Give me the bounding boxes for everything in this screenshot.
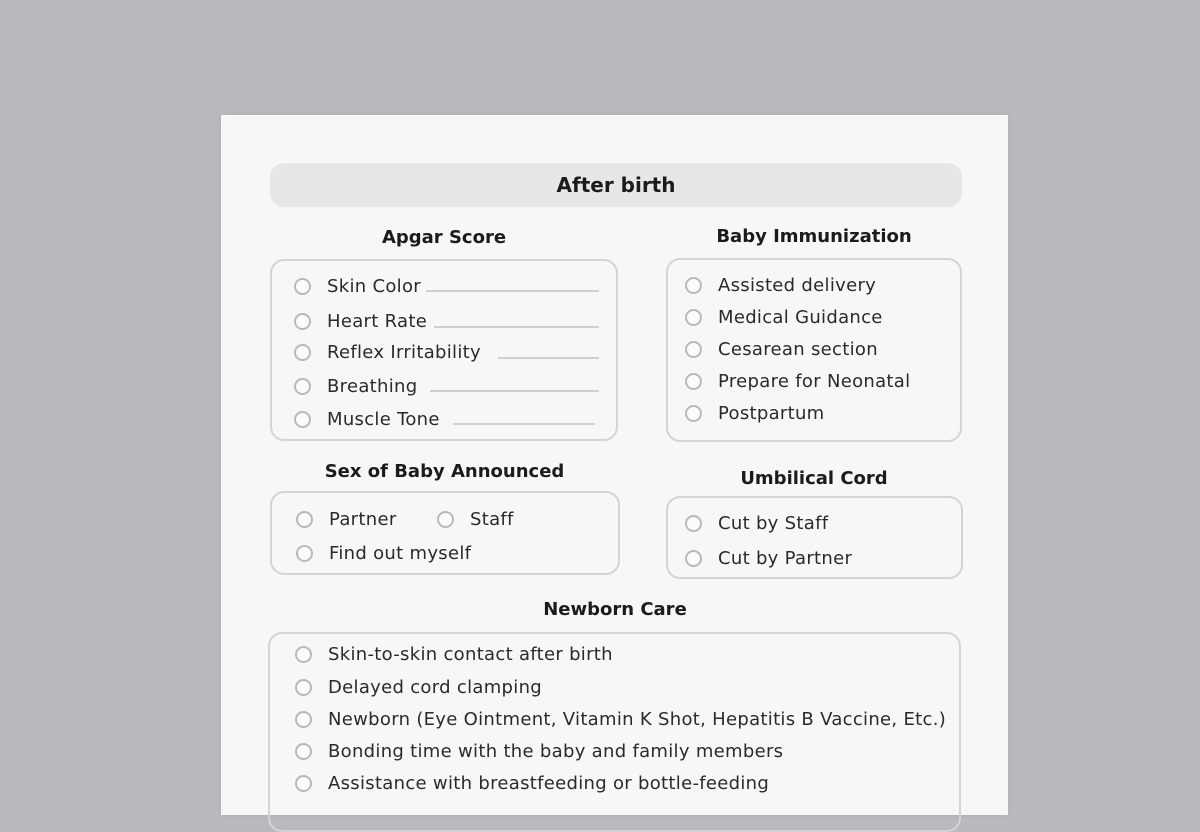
option-label: Assistance with breastfeeding or bottle-feeding <box>328 773 770 794</box>
immunization-box <box>666 258 962 442</box>
option-label: Heart Rate <box>327 311 428 332</box>
option-label: Breathing <box>327 376 418 397</box>
radio-button[interactable] <box>295 679 312 696</box>
radio-button[interactable] <box>685 277 702 294</box>
cord-item-cut-by-staff[interactable] <box>685 513 828 534</box>
radio-button[interactable] <box>294 378 311 395</box>
option-label: Bonding time with the baby and family members <box>328 741 784 762</box>
sex-item-partner[interactable] <box>296 509 397 530</box>
answer-line[interactable] <box>434 326 599 328</box>
answer-line[interactable] <box>426 290 599 292</box>
radio-button[interactable] <box>295 775 312 792</box>
sex-box <box>270 491 620 575</box>
radio-button[interactable] <box>294 278 311 295</box>
option-label: Cut by Staff <box>718 513 829 534</box>
option-label: Partner <box>329 509 397 530</box>
radio-button[interactable] <box>296 511 313 528</box>
sex-item-find-out-myself[interactable] <box>296 543 471 564</box>
option-label: Delayed cord clamping <box>328 677 543 698</box>
radio-button[interactable] <box>295 646 312 663</box>
apgar-title: Apgar Score <box>381 227 507 248</box>
radio-button[interactable] <box>295 711 312 728</box>
immunization-item[interactable] <box>685 339 878 360</box>
newborn-item[interactable] <box>295 773 769 794</box>
option-label: Reflex Irritability <box>327 342 481 363</box>
answer-line[interactable] <box>430 390 599 392</box>
immunization-item[interactable] <box>685 371 910 392</box>
option-label: Staff <box>470 509 514 530</box>
radio-button[interactable] <box>685 405 702 422</box>
option-label: Postpartum <box>718 403 825 424</box>
answer-line[interactable] <box>453 423 595 425</box>
radio-button[interactable] <box>294 344 311 361</box>
radio-button[interactable] <box>685 341 702 358</box>
cord-box <box>666 496 963 579</box>
option-label: Newborn (Eye Ointment, Vitamin K Shot, Hepatitis B Vaccine, Etc.) <box>328 709 947 730</box>
radio-button[interactable] <box>296 545 313 562</box>
radio-button[interactable] <box>685 309 702 326</box>
radio-button[interactable] <box>294 313 311 330</box>
sex-title: Sex of Baby Announced <box>324 461 565 482</box>
apgar-item-reflex-irritability[interactable] <box>294 342 481 363</box>
immunization-item[interactable] <box>685 403 825 424</box>
apgar-item-breathing[interactable] <box>294 376 417 397</box>
sex-item-staff[interactable] <box>437 509 514 530</box>
newborn-box <box>268 632 961 832</box>
birth-plan-sheet <box>221 115 1008 815</box>
newborn-item[interactable] <box>295 644 613 665</box>
radio-button[interactable] <box>685 373 702 390</box>
apgar-item-skin-color[interactable] <box>294 276 421 297</box>
option-label: Find out myself <box>329 543 472 564</box>
radio-button[interactable] <box>437 511 454 528</box>
section-header <box>270 163 962 207</box>
newborn-item[interactable] <box>295 741 783 762</box>
option-label: Skin Color <box>327 276 421 297</box>
newborn-item[interactable] <box>295 709 946 730</box>
cord-item-cut-by-partner[interactable] <box>685 548 852 569</box>
option-label: Medical Guidance <box>718 307 883 328</box>
option-label: Cut by Partner <box>718 548 853 569</box>
immunization-title: Baby Immunization <box>716 226 912 247</box>
apgar-box <box>270 259 618 441</box>
apgar-item-heart-rate[interactable] <box>294 311 427 332</box>
section-header-title: After birth <box>556 173 676 197</box>
option-label: Assisted delivery <box>718 275 877 296</box>
answer-line[interactable] <box>498 357 599 359</box>
newborn-title: Newborn Care <box>543 599 687 620</box>
option-label: Skin-to-skin contact after birth <box>328 644 613 665</box>
immunization-item[interactable] <box>685 307 883 328</box>
option-label: Muscle Tone <box>327 409 440 430</box>
apgar-item-muscle-tone[interactable] <box>294 409 440 430</box>
radio-button[interactable] <box>295 743 312 760</box>
option-label: Cesarean section <box>718 339 878 360</box>
immunization-item[interactable] <box>685 275 876 296</box>
newborn-item[interactable] <box>295 677 542 698</box>
option-label: Prepare for Neonatal <box>718 371 911 392</box>
radio-button[interactable] <box>685 550 702 567</box>
radio-button[interactable] <box>685 515 702 532</box>
radio-button[interactable] <box>294 411 311 428</box>
cord-title: Umbilical Cord <box>740 468 888 489</box>
